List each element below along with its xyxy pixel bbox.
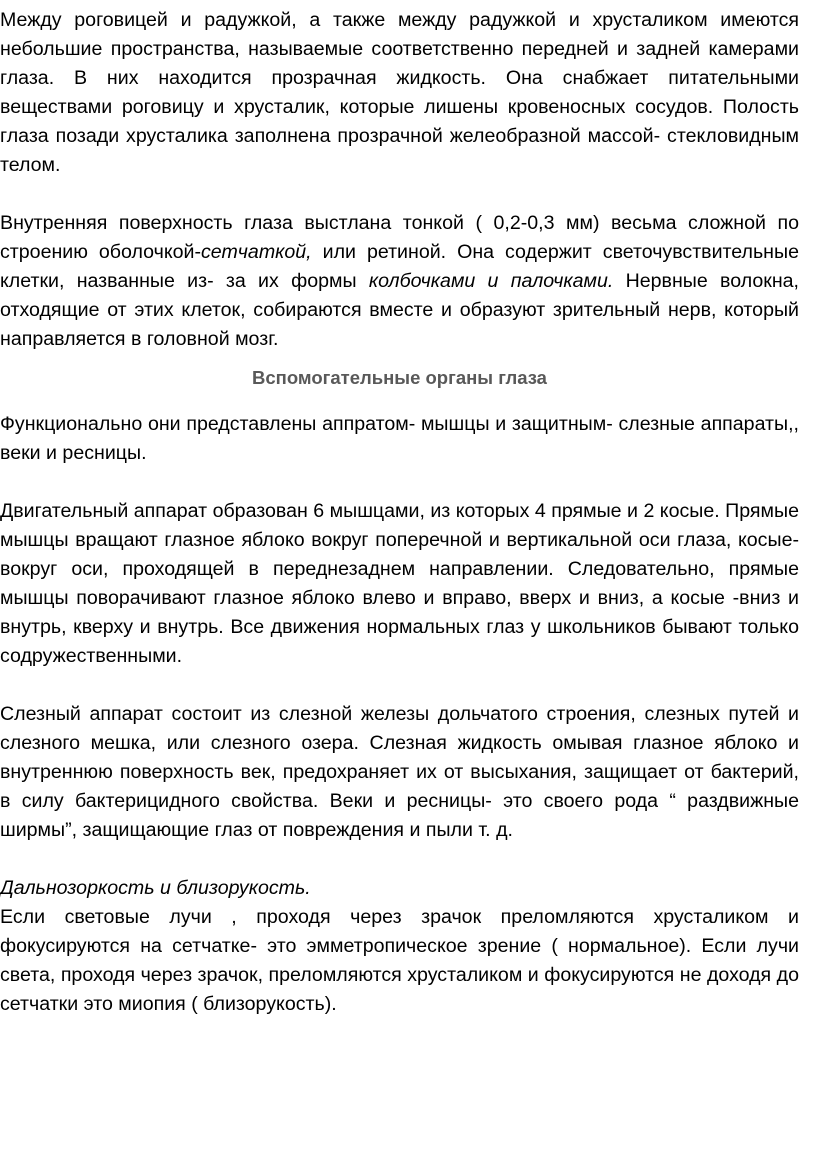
paragraph-eye-chambers: Между роговицей и радужкой, а также между радужкой и хрусталиком имеются небольшие пространства, называемые соответственно передней и задней камерами глаза. В них находится прозрачная жидкость. Она снабжает питательными веществами роговицу и хрусталик, которые лишены кровеносных сосудов. Полость глаза позади хрусталика заполнена прозрачной желеобразной массой- стекловидным телом. [0,9,799,176]
cones-rods-term-italic: колбочками и палочками. [368,270,614,292]
paragraph-motor-apparatus: Двигательный аппарат образован 6 мышцами, из которых 4 прямые и 2 косые. Прямые мышцы вращают глазное яблоко вокруг поперечной и вертикальной оси глаза, косые- вокруг оси, проходящей в переднезаднем направлении. Следовательно, прямые мышцы поворачивают глазное яблоко влево и вправо, вверх и вниз, а косые -вниз и внутрь, кверху и внутрь. Все движения нормальных глаз у школьников бывают только содружественными. [0,500,799,667]
spacer [0,392,799,401]
paragraph-refraction: Если световые лучи , проходя через зрачок преломляются хрусталиком и фокусируются на сетчатке- это эмметропическое зрение ( нормальное). Если лучи света, проходя через зрачок, преломляются хрусталиком и фокусируются не доходя до сетчатки это миопия ( близорукость). [0,906,799,1015]
section-heading: Вспомогательные органы глаза [252,367,547,388]
retina-text-2: или ретиной. Она содержит светочувствительные клетки, названные из- за их формы [0,241,799,292]
spacer [0,468,799,497]
spacer [0,401,799,410]
spacer [0,671,799,700]
retina-text-1: Внутренняя поверхность глаза выстлана тонкой ( 0,2-0,3 мм) весьма сложной по строению оболочкой- [0,212,799,263]
spacer [0,354,799,363]
subheading-hyperopia-myopia: Дальнозоркость и близорукость. [0,877,311,899]
retina-text-3: Нервные волокна, отходящие от этих клеток, собираются вместе и образуют зрительный нерв, который направляется в головной мозг. [0,270,799,350]
spacer [0,180,799,209]
spacer [0,845,799,874]
paragraph-auxiliary-organs: Функционально они представлены аппратом- мышцы и защитным- слезные аппараты,, веки и ресницы. [0,413,799,464]
paragraph-retina [0,209,799,354]
paragraph-lacrimal-apparatus: Слезный аппарат состоит из слезной железы дольчатого строения, слезных путей и слезного мешка, или слезного озера. Слезная жидкость омывая глазное яблоко и внутреннюю поверхность век, предохраняет их от высыхания, защищает от бактерий, в силу бактерицидного свойства. Веки и ресницы- это своего рода “ раздвижные ширмы”, защищающие глаз от повреждения и пыли т. д. [0,703,799,841]
retina-term-italic: сетчаткой, [200,241,312,263]
